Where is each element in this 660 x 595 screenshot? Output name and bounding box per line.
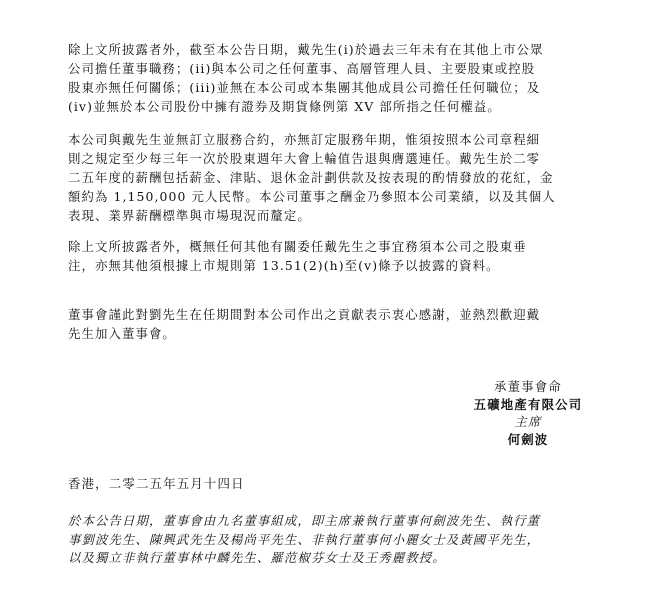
paragraph-line: 額約為 1,150,000 元人民幣。本公司董事之酬金乃參照本公司業績，以及其個人 [68, 189, 556, 204]
paragraph-line: 除上文所披露者外，截至本公告日期，戴先生(i)於過去三年未有在其他上市公眾 [68, 42, 544, 57]
paragraph-gratitude [68, 305, 596, 343]
signature-block [458, 378, 598, 448]
board-line: 事劉波先生、陳興武先生及楊尚平先生、非執行董事何小麗女士及黃國平先生， [68, 531, 541, 547]
paragraph-line: 除上文所披露者外，概無任何其他有關委任戴先生之事宜務須本公司之股東垂 [68, 239, 527, 254]
paragraph-line: 注，亦無其他須根據上市規則第 13.51(2)(h)至(v)條予以披露的資料。 [68, 258, 500, 273]
signer-name: 何劍波 [507, 431, 549, 447]
paragraph-service-contract [68, 130, 596, 225]
paragraph-line: 公司擔任董事職務；(ii)與本公司之任何董事、高層管理人員、主要股東或控股 [68, 61, 536, 76]
board-composition [68, 512, 596, 568]
paragraph-no-other-matters [68, 237, 596, 275]
paragraph-line: 二五年度的薪酬包括薪金、津貼、退休金計劃供款及按表現的酌情發放的花紅，金 [68, 170, 554, 185]
by-order-of-board: 承董事會命 [494, 379, 562, 394]
paragraph-line: 本公司與戴先生並無訂立服務合約，亦無訂定服務年期，惟須按照本公司章程細 [68, 132, 541, 147]
place-and-date: 香港，二零二五年五月十四日 [68, 476, 245, 491]
paragraph-line: (iv)並無於本公司股份中擁有證券及期貨條例第 XV 部所指之任何權益。 [68, 99, 501, 114]
paragraph-line: 先生加入董事會。 [68, 326, 176, 341]
board-line: 以及獨立非執行董事林中麟先生、羅范椒芬女士及王秀麗教授。 [68, 550, 446, 565]
board-line: 於本公告日期，董事會由九名董事組成，即主席兼執行董事何劍波先生、執行董 [68, 513, 541, 528]
company-name: 五礦地產有限公司 [473, 396, 583, 412]
signer-role: 主席 [514, 414, 542, 429]
paragraph-line: 則之規定至少每三年一次於股東週年大會上輪值告退與膺選連任。戴先生於二零 [68, 151, 541, 166]
paragraph-line: 表現、業界薪酬標準與市場現況而釐定。 [68, 208, 311, 223]
paragraph-line: 股東亦無任何關係；(iii)並無在本公司或本集團其他成員公司擔任任何職位；及 [68, 80, 541, 95]
paragraph-line: 董事會謹此對劉先生在任期間對本公司作出之貢獻表示衷心感謝，並熱烈歡迎戴 [68, 307, 541, 322]
paragraph-disclosure [68, 40, 596, 116]
